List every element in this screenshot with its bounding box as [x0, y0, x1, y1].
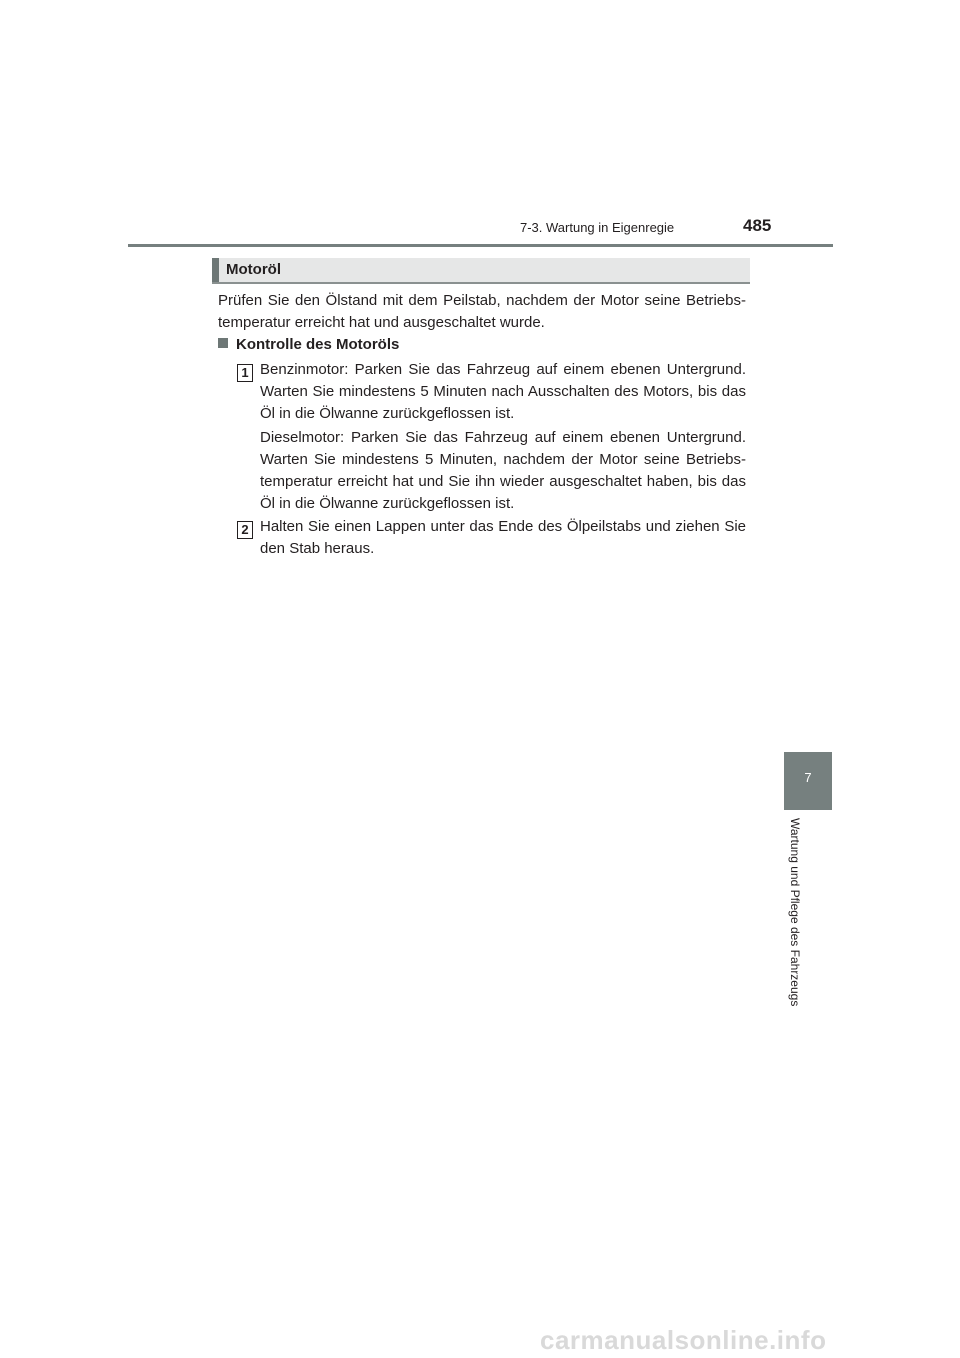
step-number-badge: 1	[237, 364, 253, 382]
chapter-tab-number: 7	[804, 770, 812, 785]
step-number-badge: 2	[237, 521, 253, 539]
page-number: 485	[743, 216, 772, 235]
heading-accent-bar	[212, 258, 219, 282]
chapter-section-title: 7-3. Wartung in Eigenregie	[520, 220, 675, 235]
watermark: carmanualsonline.info	[540, 1325, 827, 1355]
intro-paragraph: Prüfen Sie den Ölstand mit dem Peilstab, nachdem der Motor seine Betriebs-temperatur erreicht hat und ausgeschaltet wurde.	[218, 292, 746, 331]
header-divider	[128, 244, 833, 247]
step-1-paragraph-petrol: Benzinmotor: Parken Sie das Fahrzeug auf einem ebenen Untergrund. Warten Sie mindestens 5 Minuten nach Ausschalten des Motors, bis das Öl in die Ölwanne zurückgeflossen ist.	[260, 361, 746, 422]
chapter-tab	[784, 752, 832, 810]
step-1-paragraph-diesel: Dieselmotor: Parken Sie das Fahrzeug auf einem ebenen Untergrund. Warten Sie mindestens 5 Minuten, nachdem der Motor seine Betriebs-temperatur erreicht hat und Sie ihn wieder ausgeschaltet haben, bis das Öl in die Ölwanne zurückgeflossen ist.	[260, 429, 746, 512]
square-bullet-icon	[218, 338, 228, 348]
section-heading: Motoröl	[226, 261, 281, 278]
subheading-text: Kontrolle des Motoröls	[236, 336, 400, 353]
subheading	[218, 335, 399, 355]
chapter-tab-label: Wartung und Pflege des Fahrzeugs	[788, 818, 802, 1007]
step-2-paragraph: Halten Sie einen Lappen unter das Ende des Ölpeilstabs und ziehen Sie den Stab heraus.	[260, 518, 746, 557]
section-heading-box	[212, 258, 750, 284]
